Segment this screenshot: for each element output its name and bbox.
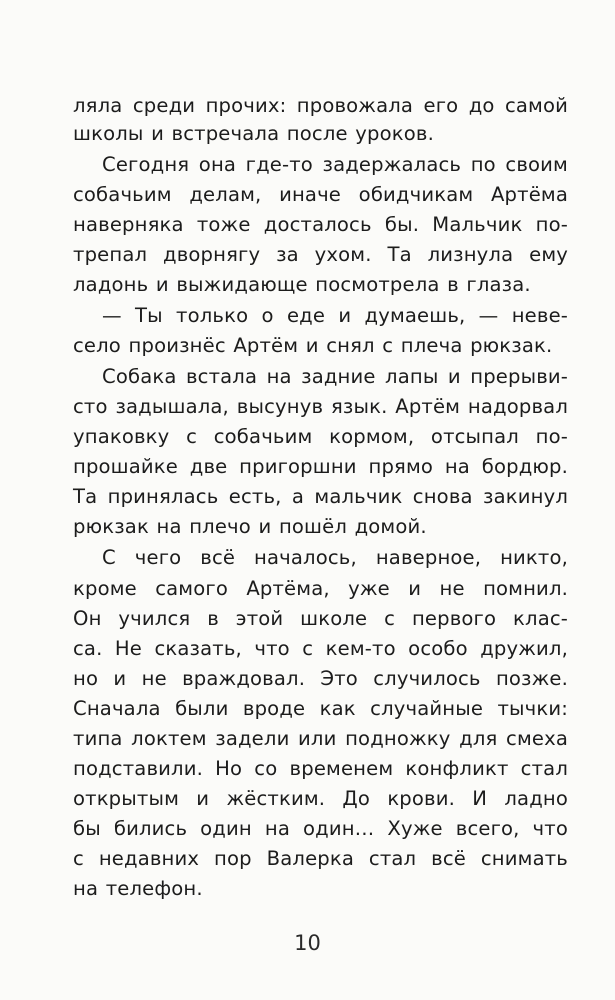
text-line: кроме самого Артёма, уже и не помнил. xyxy=(73,577,568,600)
text-line: ладонь и выжидающе посмотрела в глаза. xyxy=(73,273,531,296)
text-line: — Ты только о еде и думаешь, — неве- xyxy=(102,304,568,327)
text-line: ляла среди прочих: провожала его до самой xyxy=(73,94,568,117)
text-line: С чего всё началось, наверное, никто, xyxy=(102,546,568,569)
text-line: Сначала были вроде как случайные тычки: xyxy=(73,697,568,720)
text-line: с недавних пор Валерка стал всё снимать xyxy=(73,847,568,870)
text-line: на телефон. xyxy=(73,877,203,900)
text-line: наверняка тоже досталось бы. Мальчик по- xyxy=(73,213,568,236)
text-line: Сегодня она где-то задержалась по своим xyxy=(102,153,568,176)
text-line: Он учился в этой школе с первого клас- xyxy=(73,607,568,630)
text-line: но и не враждовал. Это случилось позже. xyxy=(73,667,568,690)
text-line: Собака встала на задние лапы и прерыви- xyxy=(102,365,568,388)
text-line: упаковку с собачьим кормом, отсыпал по- xyxy=(73,425,568,448)
text-line: са. Не сказать, что с кем-то особо дружил, xyxy=(73,637,568,660)
text-line: Та принялась есть, а мальчик снова закинул xyxy=(73,485,568,508)
text-line: рюкзак на плечо и пошёл домой. xyxy=(73,515,427,538)
page-number: 10 xyxy=(294,931,321,955)
text-line: школы и встречала после уроков. xyxy=(73,122,434,145)
text-line: прошайке две пригоршни прямо на бордюр. xyxy=(73,455,568,478)
text-line: бы бились один на один… Хуже всего, что xyxy=(73,817,568,840)
text-line: сто задышала, высунув язык. Артём надорвал xyxy=(73,395,568,418)
text-line: типа локтем задели или подножку для смеха xyxy=(73,727,568,750)
text-line: подставили. Но со временем конфликт стал xyxy=(73,757,568,780)
text-line: собачьим делам, иначе обидчикам Артёма xyxy=(73,183,568,206)
text-line: село произнёс Артём и снял с плеча рюкзак. xyxy=(73,334,553,357)
text-line: открытым и жёстким. До крови. И ладно xyxy=(73,787,568,810)
text-line: трепал дворнягу за ухом. Та лизнула ему xyxy=(73,243,568,266)
